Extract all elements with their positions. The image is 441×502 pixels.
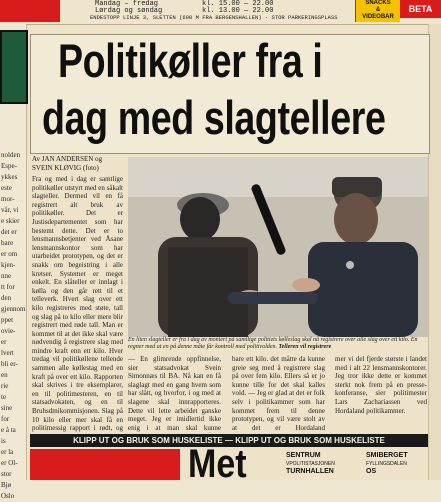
sentrum-title: SENTRUM xyxy=(286,452,321,459)
left-column-fragment: det er xyxy=(1,228,17,236)
left-column-fragment: bare xyxy=(1,239,14,247)
byline-photo: SVEIN KLØVIG (foto) xyxy=(32,164,99,172)
left-column-fragment: gjennom xyxy=(1,305,26,313)
byline-author: Av JAN ANDERSEN og xyxy=(32,155,103,163)
left-column-fragment: er Ol- xyxy=(1,459,18,467)
schedule-location: ENDESTOPP LINJE 3, SLETTEN (600 M FRA BERGENSHALLEN) · STOR PARKERINGSPLASS xyxy=(90,14,338,21)
smiberget-title: SMIBERGET xyxy=(366,452,408,459)
left-column-fragment: stor xyxy=(1,470,12,478)
left-column-fragment: nne xyxy=(1,272,12,280)
left-column-fragment: er la xyxy=(1,448,14,456)
top-left-red-block xyxy=(0,0,60,22)
left-column-fragment: den xyxy=(1,294,12,302)
ad-big-word: Met xyxy=(188,442,247,486)
article-column-3: bare ett kilo. det måtte da kunne greie seg med å registrere slag på over fem kilo. Ellers så er jo kunne tille for det skal kalles vold. — Jeg er glad at det er folk selv i politikammer som har kommet frem til denne prototypen, og vil være stolt av at det er Hordaland xyxy=(232,355,325,432)
left-column-fragment: sine xyxy=(1,404,13,412)
left-column-fragment: en xyxy=(1,371,8,379)
top-right-tab: BETA xyxy=(400,0,441,18)
left-column-fragment: Bjø xyxy=(1,481,12,489)
ad-location-smiberget xyxy=(366,452,408,476)
bottom-red-ad-block xyxy=(30,449,180,480)
left-column-fragment: kjen- xyxy=(1,261,16,269)
article-column-4: mer vi del fjerde største i landet med i alt 22 lensmannskontorer. Jeg tror ikke dette er kommet sterkt nok frem på en presse-konferanse, sier politimester Lars Zachariassen ved Hordaland politikammer. xyxy=(335,355,427,415)
badge-line: & xyxy=(375,7,381,13)
caption-right-text: Telleren vil registrere xyxy=(278,344,332,350)
left-column-fragment: te xyxy=(1,393,7,401)
schedule-weekend-label: Lørdag og søndag xyxy=(95,7,163,15)
left-column-fragment: ppet xyxy=(1,316,14,324)
clip-out-banner: KLIPP UT OG BRUK SOM HUSKELISTE — KLIPP UT OG BRUK SOM HUSKELISTE xyxy=(30,434,428,447)
left-column-fragment: lvert xyxy=(1,349,14,357)
left-column-fragment: is xyxy=(1,437,6,445)
smiberget-sub: FYLLINGSDALEN xyxy=(366,461,407,467)
left-column-fragment: tt for xyxy=(1,283,15,291)
badge-line: SNACKS xyxy=(365,0,391,6)
caption-text: En liten slagteller er fra i dag av montert på samtlige politiets kølleslag skal nå registrere over alle slag over ett kilo. En regner med at en på denne måte får kontroll med politivolden. xyxy=(128,337,418,350)
left-column-fragment: Oslo xyxy=(1,492,15,500)
photo-caption xyxy=(128,337,428,351)
smiberget-line2: OS xyxy=(366,468,377,475)
headline-line-1: Politikøller fra i xyxy=(58,34,323,87)
snacks-badge xyxy=(355,0,400,22)
left-column-fragment: Espe- xyxy=(1,162,17,170)
left-column-fragment: rie xyxy=(1,382,9,390)
left-column-fragment: bli er- xyxy=(1,360,18,368)
byline xyxy=(32,155,102,173)
ad-location-sentrum xyxy=(286,452,335,476)
article-column-2: — En glimrende oppfinnelse, sier statsadvokat Svein Simonnæs til BA. Nå kan en få slaglagt med en gang hvem som har slått, og hvorfor, i og med at slagene skal innrapporteres. Dette vil lette arbeidet ganske meget. Jeg er imidlertid ikke enig i at man skal kunne xyxy=(128,355,221,432)
schedule-weekend-time: kl. 13.00 — 22.00 xyxy=(202,7,274,15)
left-column-fragment: er om xyxy=(1,250,18,258)
left-column-fragment: vår, vi xyxy=(1,206,19,214)
article-photo xyxy=(128,157,428,337)
schedule-weekday-label: Mandag – fredag xyxy=(95,0,159,8)
left-column-fragment: er xyxy=(1,338,7,346)
sentrum-sub: VPOLITISTASJONEN xyxy=(286,461,335,467)
left-column-fragment: nolden xyxy=(1,151,21,159)
left-column-fragment: mor- xyxy=(1,195,15,203)
left-column-fragment: e skier xyxy=(1,217,20,225)
left-column-text xyxy=(1,150,25,502)
left-column-fragment: for xyxy=(1,415,10,423)
sentrum-line2: TURNHALLEN xyxy=(286,468,334,475)
schedule-weekday-time: kl. 15.00 — 22.00 xyxy=(202,0,274,8)
police-officers-illustration xyxy=(128,157,428,337)
left-column-fragment: e å ta xyxy=(1,426,16,434)
article-column-1: Fra og med i dag er samtlige politikøller utstyrt med en såkalt slagteller. Dermed vil en få registrert alt bruk av politikøller. Det er Justisdepartementet som har bestemt dette. Det er to lensmannsbetjenter ved Åsane lensmannskontor som har utarbeidet prototypen, og det er snakk om begeistring i alle kretser. Systemet er meget enkelt. En slåteller er innlagt i kølla og den går rett til et telleverk. Hvert slag over ett kilo registreres med støte, tall og slag på to kilo eller mere blir registrert med røde tall. Man er kommet til at det ikke skal være nødvendig å registrere slag med mindre kraft enn ett kilo. Hver tredag vil politikøllene tellende sammen alle køllestag med en kraft på over ett kilo. Rapporten skal skrives i tre eksemplarer, en til politimesteren, en til statsadvokaten, og en til Bruhsdmikommisjonen. Slag på 10 kilo eller mer skal få en politimessig rapport i rødt, og xyxy=(32,175,123,433)
left-column-fragment: ovie- xyxy=(1,327,16,335)
left-green-box xyxy=(0,30,28,104)
badge-line: VIDEOBAR xyxy=(362,14,394,20)
left-column-fragment: ykkes xyxy=(1,173,18,181)
headline-line-2: dag med slagtellere xyxy=(42,91,386,144)
left-column-fragment: este xyxy=(1,184,12,192)
